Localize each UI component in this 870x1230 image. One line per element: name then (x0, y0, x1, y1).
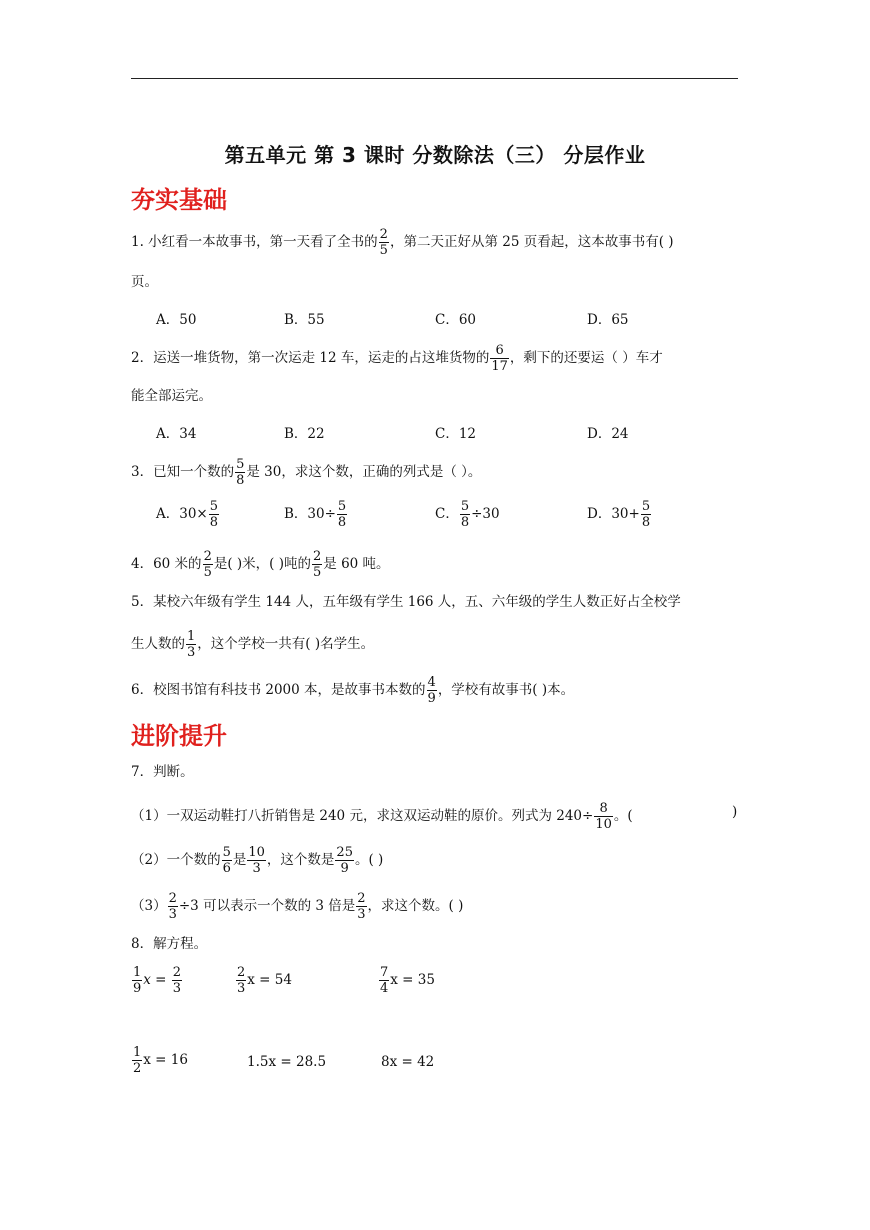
header-rule (131, 78, 738, 79)
q2-text-b: ，剩下的还要运（ ）车才 (509, 350, 663, 366)
q4-text-c: 是 60 吨。 (323, 556, 390, 572)
equation-6: 8x = 42 (381, 1054, 435, 1070)
question-5: 生人数的 $\frac{1}{3}$ ，这个学校一共有( )名学生。 (131, 629, 375, 660)
q1-option-d: D．65 (587, 312, 629, 328)
question-3 (131, 458, 481, 487)
q4-text-a: 4．60 米的 (131, 556, 202, 572)
q2-text-c: 能全部运完。 (131, 388, 212, 404)
q3-text-a: 3．已知一个数的 (131, 464, 235, 480)
q2-text-a: 2．运送一堆货物，第一次运走 12 车，运走的占这堆货物的 (131, 350, 490, 366)
q2-option-c: C．12 (435, 426, 477, 442)
q3-fraction: $\frac{5}{8}$ (236, 457, 245, 488)
q8-stem: 8．解方程。 (131, 936, 208, 952)
q1-option-b: B．55 (284, 312, 325, 328)
q7-part-2: （2）一个数的 $\frac{5}{6}$ 是 $\frac{10}{3}$ ，这个数是 $\frac{25}{9}$ 。( ) (131, 845, 384, 876)
q7-part-1-close: ) (732, 804, 738, 820)
q3-option-a: A．30× $\frac{5}{8}$ (156, 499, 219, 530)
question-4: 4．60 米的 $\frac{2}{5}$ 是( )米，( )吨的 $\frac{2}{5}$ 是 60 吨。 (131, 549, 390, 580)
q2-option-b: B．22 (284, 426, 325, 442)
q3-text-b: 是 30，求这个数，正确的列式是（ ）。 (246, 464, 482, 480)
q2-fraction: $\frac{6}{17}$ (491, 343, 508, 374)
q2-option-a: A．34 (156, 426, 197, 442)
equation-4: $\frac{1}{2}$ x = 16 (133, 1045, 188, 1076)
question-1 (131, 228, 674, 257)
section-heading-basic: 夯实基础 (131, 186, 227, 214)
q7-part-3: （3） $\frac{2}{3}$ ÷3 可以表示一个数的 3 倍是 $\frac{2}{3}$ ，求这个数。( ) (131, 891, 464, 922)
q1-fraction: $\frac{2}{5}$ (379, 227, 388, 258)
equation-2: $\frac{2}{3}$ x = 54 (237, 965, 292, 996)
question-2 (131, 344, 663, 373)
q1-text-b: ，第二天正好从第 25 页看起，这本故事书有( ) (389, 234, 674, 250)
q4-text-b: 是( )米，( )吨的 (213, 556, 311, 572)
page-title: 第五单元 第 3 课时 分数除法（三） 分层作业 (224, 143, 646, 167)
question-6: 6．校图书馆有科技书 2000 本，是故事书本数的 $\frac{4}{9}$ ，学校有故事书( )本。 (131, 675, 575, 706)
section-heading-advanced: 进阶提升 (131, 722, 227, 750)
q2-option-d: D．24 (587, 426, 629, 442)
q3-option-d: D．30+ $\frac{5}{8}$ (587, 499, 651, 530)
q1-option-c: C．60 (435, 312, 477, 328)
q7-part-1: （1）一双运动鞋打八折销售是 240 元，求这双运动鞋的原价。列式为 240÷ $\frac{8}{10}$ 。( (131, 801, 633, 832)
q3-option-c: C． $\frac{5}{8}$ ÷30 (435, 499, 500, 530)
equation-3: $\frac{7}{4}$ x = 35 (380, 965, 435, 996)
q3-option-b: B．30÷ $\frac{5}{8}$ (284, 499, 347, 530)
q5-text-a: 5．某校六年级有学生 144 人，五年级有学生 166 人，五、六年级的学生人数正好占全校学 (131, 594, 681, 610)
q1-option-a: A．50 (156, 312, 197, 328)
equation-1: $\frac{1}{9}$ x = $\frac{2}{3}$ (133, 965, 182, 996)
equation-5: 1.5x = 28.5 (247, 1054, 327, 1070)
q7-stem: 7．判断。 (131, 764, 194, 780)
q1-text-c: 页。 (131, 274, 158, 290)
q1-text-a: 1. 小红看一本故事书，第一天看了全书的 (131, 234, 378, 250)
